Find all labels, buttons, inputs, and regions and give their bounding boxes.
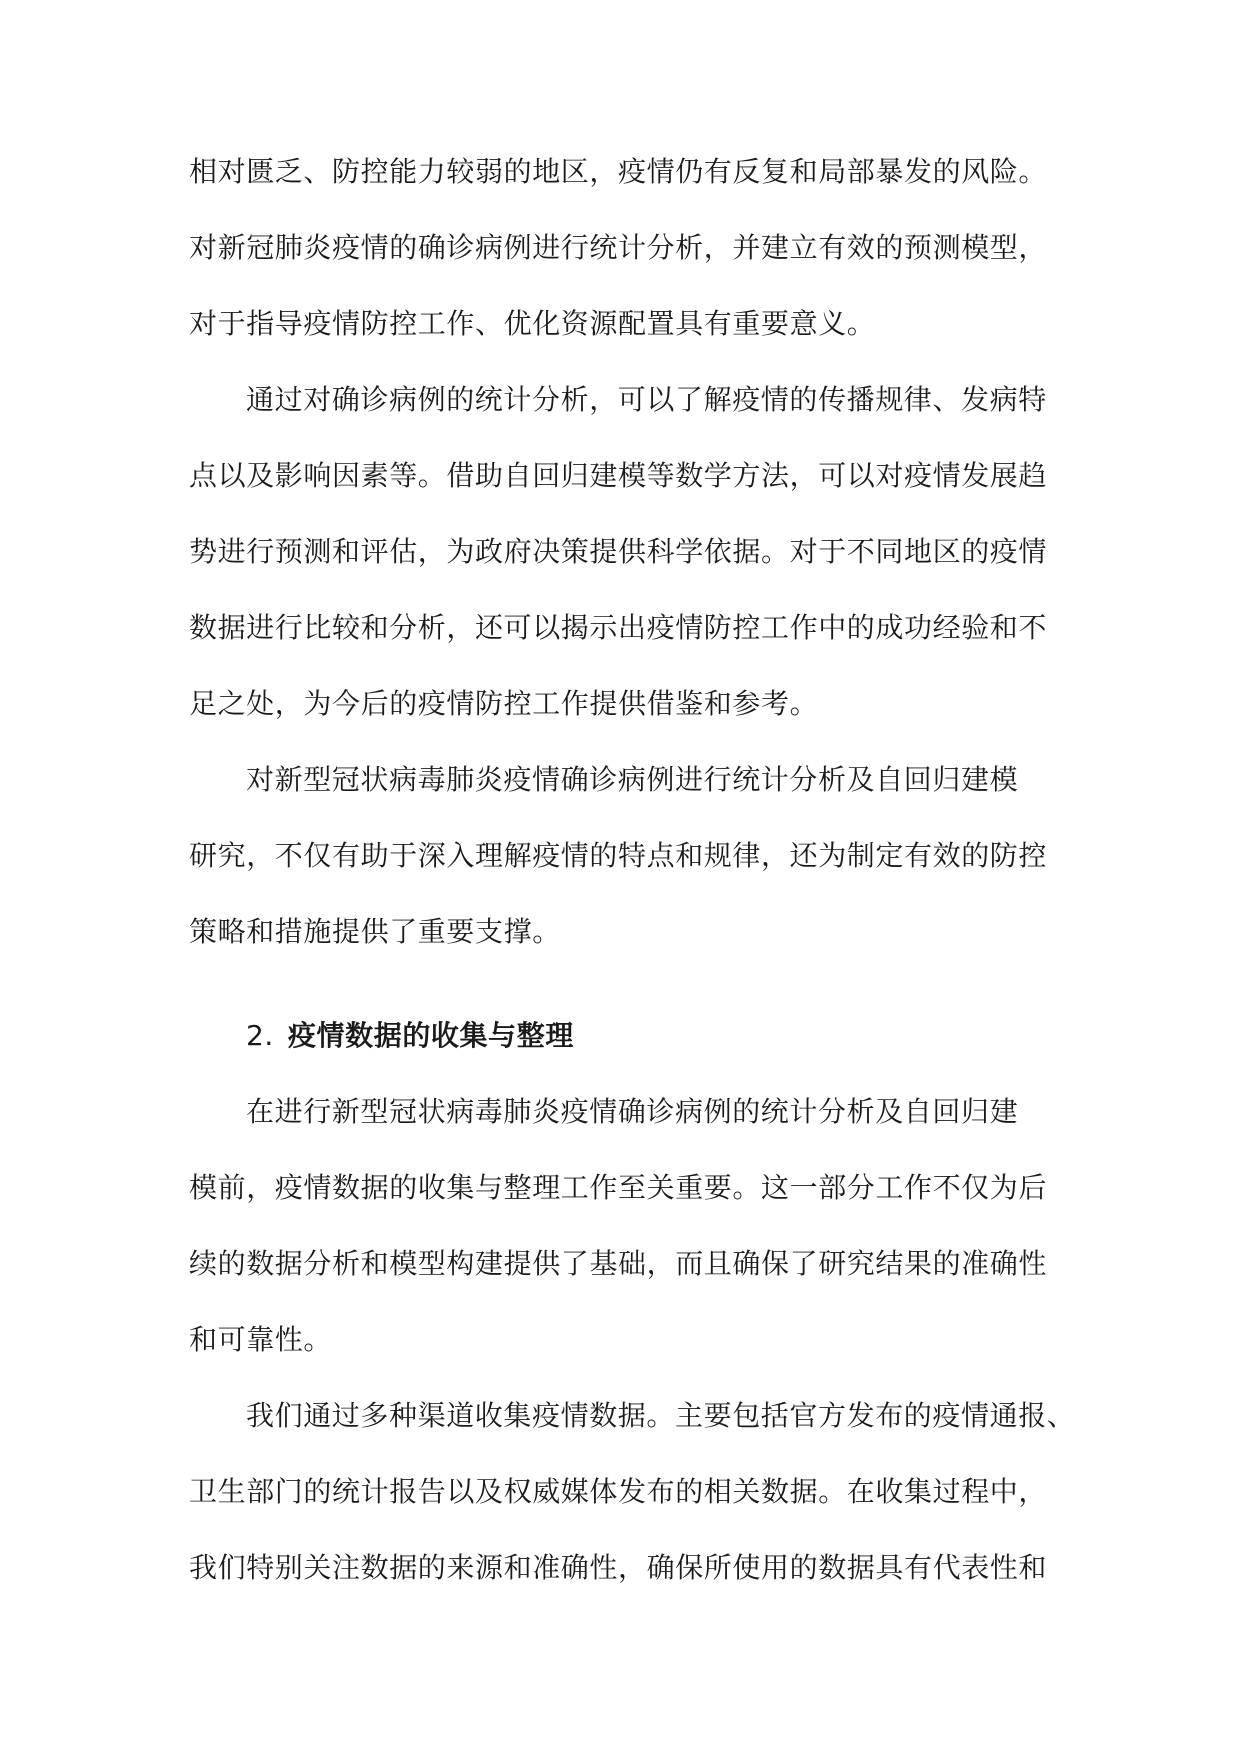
paragraph-line: 势进行预测和评估，为政府决策提供科学依据。对于不同地区的疫情 [189, 535, 1048, 568]
paragraph-line: 模前，疫情数据的收集与整理工作至关重要。这一部分工作不仅为后 [189, 1171, 1048, 1204]
paragraph-line: 足之处，为今后的疫情防控工作提供借鉴和参考。 [189, 687, 819, 720]
paragraph-line: 策略和措施提供了重要支撑。 [189, 915, 561, 948]
paragraph-line: 对于指导疫情防控工作、优化资源配置具有重要意义。 [189, 307, 876, 340]
paragraph-line: 续的数据分析和模型构建提供了基础，而且确保了研究结果的准确性 [189, 1247, 1048, 1280]
paragraph-line: 和可靠性。 [189, 1323, 333, 1356]
paragraph-line: 相对匮乏、防控能力较弱的地区，疫情仍有反复和局部暴发的风险。 [189, 155, 1048, 188]
section-title: 疫情数据的收集与整理 [287, 1019, 574, 1052]
section-number: 2. [246, 1019, 274, 1052]
section-heading [246, 1016, 574, 1056]
paragraph-line: 研究，不仅有助于深入理解疫情的特点和规律，还为制定有效的防控 [189, 839, 1048, 872]
paragraph-line: 对新冠肺炎疫情的确诊病例进行统计分析，并建立有效的预测模型， [189, 231, 1048, 264]
paragraph-line: 点以及影响因素等。借助自回归建模等数学方法，可以对疫情发展趋 [189, 459, 1048, 492]
paragraph-line: 卫生部门的统计报告以及权威媒体发布的相关数据。在收集过程中， [189, 1475, 1048, 1508]
paragraph-line: 我们通过多种渠道收集疫情数据。主要包括官方发布的疫情通报、 [246, 1399, 1076, 1432]
paragraph-line: 在进行新型冠状病毒肺炎疫情确诊病例的统计分析及自回归建 [246, 1095, 1019, 1128]
paragraph-line: 数据进行比较和分析，还可以揭示出疫情防控工作中的成功经验和不 [189, 611, 1048, 644]
paragraph-line: 我们特别关注数据的来源和准确性，确保所使用的数据具有代表性和 [189, 1551, 1048, 1584]
paragraph-line: 通过对确诊病例的统计分析，可以了解疫情的传播规律、发病特 [246, 383, 1047, 416]
paragraph-line: 对新型冠状病毒肺炎疫情确诊病例进行统计分析及自回归建模 [246, 763, 1019, 796]
